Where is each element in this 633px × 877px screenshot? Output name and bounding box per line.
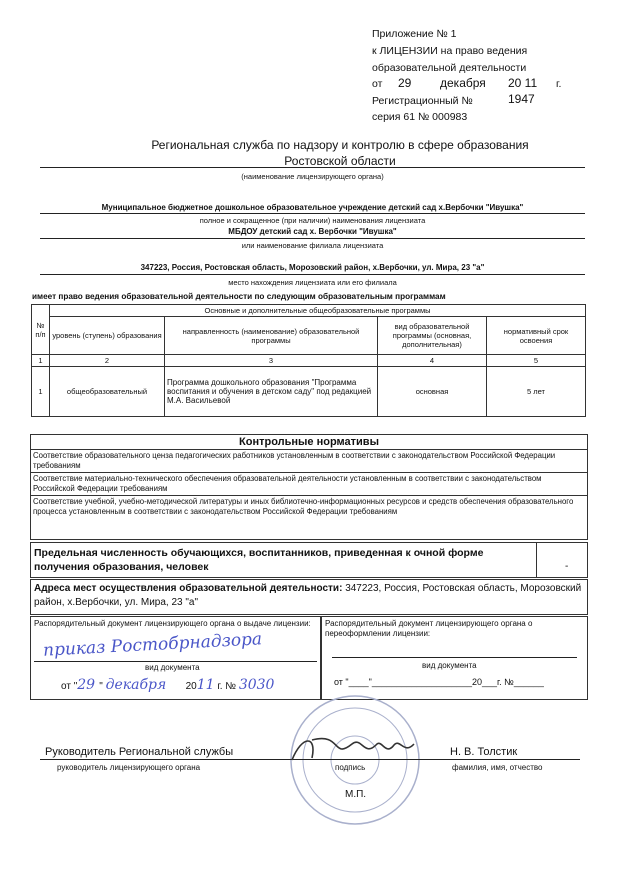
column-index-row [32, 355, 586, 367]
short-name-underline [40, 238, 585, 239]
norm-item: Соответствие учебной, учебно-методической литературы и иных библиотечно-информационных ресурсов и средств обеспечения образовательного процесса установленным в соответствии с законодательством Российской Федерации требованиям [33, 497, 574, 516]
series: серия 61 № 000983 [372, 111, 468, 123]
col-index: 5 [487, 355, 586, 367]
col-term-header: нормативный срок освоения [487, 317, 586, 355]
signature-caption: подпись [335, 763, 366, 772]
issue-kind-underline [34, 661, 317, 662]
issue-from: от " [61, 681, 78, 692]
seal-label: М.П. [345, 789, 367, 800]
col-direction-header: направленность (наименование) образовательной программы [165, 317, 378, 355]
student-limit-value-cell [536, 543, 588, 577]
authority-line1: Региональная служба по надзору и контролю в сфере образования [151, 138, 529, 152]
row-num: 1 [32, 367, 50, 417]
appendix-year-suffix: г. [556, 78, 562, 90]
programs-group-header: Основные и дополнительные общеобразовательные программы [50, 305, 586, 317]
licensee-full-name: Муниципальное бюджетное дошкольное образовательное учреждение детский сад х.Вербочки "Ивушка" [101, 203, 524, 212]
authority-name [90, 137, 590, 169]
issue-number: 3030 [238, 677, 275, 693]
reissue-date-line: от "____"____________________20___г. №______ [334, 677, 544, 687]
col-index: 3 [165, 355, 378, 367]
issue-year: 11 [196, 677, 215, 693]
licensee-full-caption: полное и сокращенное (при наличии) наименования лицензиата [199, 216, 426, 225]
address-caption: место нахождения лицензиата или его филиала [228, 278, 397, 287]
authority-line2: Ростовской области [284, 154, 396, 168]
reissue-doc-box [321, 616, 588, 700]
reissue-doc-title: Распорядительный документ лицензирующего органа о переоформлении лицензии: [325, 619, 533, 638]
appendix-year: 20 11 [508, 76, 538, 90]
row-direction: Программа дошкольного образования "Программа воспитания и обучения в детском саду" под редакцией М.А. Васильевой [165, 367, 378, 417]
addresses-content [31, 580, 587, 612]
row-level: общеобразовательный [50, 367, 165, 417]
reissue-kind-underline [332, 657, 577, 658]
signature-name: Н. В. Толстик [450, 746, 518, 758]
licensee-underline [40, 213, 585, 214]
issue-date-line [61, 677, 274, 693]
addresses-label: Адреса мест осуществления образовательной деятельности: [34, 583, 343, 594]
programs-table [31, 304, 586, 417]
branch-caption: или наименование филиала лицензиата [241, 241, 384, 250]
appendix-from: от [372, 78, 383, 90]
student-limit-value: - [565, 561, 569, 572]
col-num-header: № п/п [32, 305, 50, 355]
issue-day: 29 [77, 677, 96, 693]
address-underline [40, 274, 585, 275]
issue-month: декабря [105, 677, 167, 693]
issue-year-prefix: 20 [185, 681, 197, 692]
col-level-header: уровень (ступень) образования [50, 317, 165, 355]
norm-item: Соответствие материально-технического обеспечения образовательной деятельности установленным в соответствии с законодательством Российской Федерации требованиям [31, 473, 587, 496]
addresses-box [30, 579, 588, 615]
appendix-line3: образовательной деятельности [372, 62, 527, 74]
reg-label: Регистрационный № [372, 95, 473, 107]
student-limit-text: Предельная численность обучающихся, воспитанников, приведенная к очной форме получения образования, человек [34, 547, 484, 573]
issue-kind-caption: вид документа [145, 663, 200, 672]
signature-position: Руководитель Региональной службы [45, 746, 234, 758]
licensee-short-name: МБДОУ детский сад х. Вербочки "Ивушка" [228, 227, 397, 236]
authority-underline [40, 167, 585, 168]
table-row [32, 367, 586, 417]
control-norms-box [30, 434, 588, 540]
programs-heading: имеет право ведения образовательной деятельности по следующим образовательным программам [32, 292, 446, 301]
reg-number: 1947 [508, 92, 535, 106]
name-caption: фамилия, имя, отчество [452, 763, 543, 772]
row-term: 5 лет [487, 367, 586, 417]
col-index: 4 [378, 355, 487, 367]
control-norms-title: Контрольные нормативы [31, 435, 587, 450]
issue-doc-kind-handwritten: приказ Ростобрнадзора [42, 629, 263, 661]
student-limit-box [30, 542, 588, 578]
appendix-number: Приложение № 1 [372, 28, 457, 40]
issue-quote: " [99, 681, 103, 692]
addresses-text: 347223, Россия, Ростовская область, Морозовский район, х.Вербочки, ул. Мира, 23 "а" [34, 583, 582, 608]
norm-item: Соответствие образовательного ценза педагогических работников установленным в соответствии с законодательством Российской Федерации требованиям [31, 450, 587, 473]
issue-doc-title: Распорядительный документ лицензирующего органа о выдаче лицензии: [34, 619, 311, 628]
row-type: основная [378, 367, 487, 417]
appendix-month: декабря [440, 76, 486, 90]
issue-doc-box [30, 616, 321, 700]
issue-num-label: г. № [217, 681, 237, 692]
appendix-line2: к ЛИЦЕНЗИИ на право ведения [372, 45, 528, 57]
authority-caption: (наименование лицензирующего органа) [241, 172, 384, 181]
appendix-day: 29 [398, 76, 412, 90]
signature-position-caption: руководитель лицензирующего органа [57, 763, 201, 772]
col-type-header: вид образовательной программы (основная, дополнительная) [378, 317, 487, 355]
col-index: 2 [50, 355, 165, 367]
reissue-kind-caption: вид документа [422, 661, 477, 670]
licensee-address: 347223, Россия, Ростовская область, Морозовский район, х.Вербочки, ул. Мира, 23 "а" [140, 263, 485, 272]
col-index: 1 [32, 355, 50, 367]
